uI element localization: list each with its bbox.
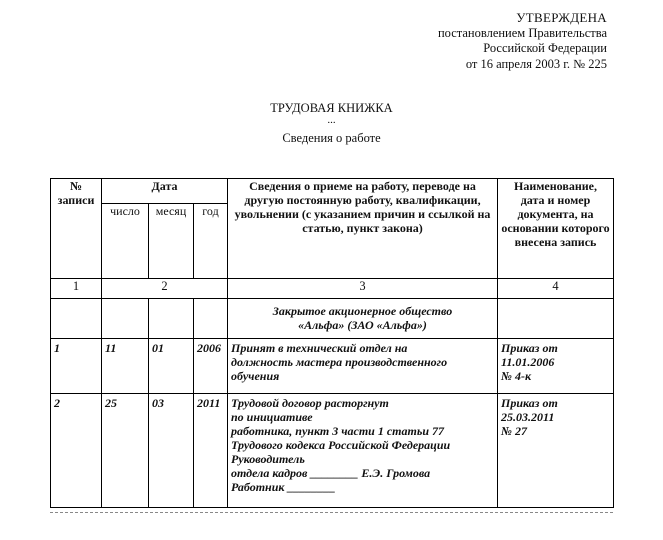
approval-line-1: постановлением Правительства — [437, 25, 607, 40]
header-year: год — [194, 204, 228, 279]
record-day: 11 — [102, 339, 149, 394]
organization-line: «Альфа» (ЗАО «Альфа») — [298, 318, 427, 332]
organization-name — [228, 299, 498, 339]
record-basis — [498, 394, 614, 508]
title-block — [0, 101, 663, 146]
work-records-table — [50, 178, 614, 508]
approval-heading: УТВЕРЖДЕНА — [516, 10, 607, 25]
column-number: 3 — [228, 279, 498, 299]
section-title: Сведения о работе — [282, 131, 381, 145]
header-basis-document: Наименование, дата и номер документа, на основании которого внесена запись — [498, 179, 614, 279]
record-info — [228, 394, 498, 508]
record-info-line: Принят в технический отдел на — [231, 341, 408, 355]
record-year: 2011 — [194, 394, 228, 508]
column-number: 2 — [102, 279, 228, 299]
record-info-line: Трудового кодекса Российской Федерации — [231, 438, 451, 452]
record-info-line: Трудовой договор расторгнут — [231, 396, 389, 410]
omission-ellipsis: ... — [327, 114, 336, 126]
bottom-dashed-divider — [50, 512, 613, 513]
header-record-no: № записи — [51, 179, 102, 279]
organization-line: Закрытое акционерное общество — [272, 304, 453, 318]
record-no: 2 — [51, 394, 102, 508]
column-number: 4 — [498, 279, 614, 299]
header-work-info: Сведения о приеме на работу, переводе на другую постоянную работу, квалификации, увольнении (с указанием причин и ссылкой на статью, пункт закона) — [228, 179, 498, 279]
record-basis-line: 25.03.2011 — [501, 410, 555, 424]
record-info-line: должность мастера производственного — [231, 355, 448, 369]
header-month: месяц — [149, 204, 194, 279]
record-year: 2006 — [194, 339, 228, 394]
record-info-line: обучения — [231, 369, 280, 383]
record-basis — [498, 339, 614, 394]
record-info-line: Руководитель — [231, 452, 305, 466]
record-basis-line: Приказ от — [501, 396, 558, 410]
record-basis-line: Приказ от — [501, 341, 558, 355]
record-info — [228, 339, 498, 394]
record-basis-line: № 27 — [501, 424, 527, 438]
table-row — [51, 339, 614, 394]
header-day: число — [102, 204, 149, 279]
approval-line-3: от 16 апреля 2003 г. № 225 — [465, 56, 607, 71]
record-basis-line: № 4-к — [501, 369, 532, 383]
document-title: ТРУДОВАЯ КНИЖКА — [270, 101, 393, 115]
approval-stamp — [438, 10, 607, 72]
approval-line-2: Российской Федерации — [483, 41, 607, 55]
record-info-line: по инициативе — [231, 410, 313, 424]
record-month: 03 — [149, 394, 194, 508]
record-basis-line: 11.01.2006 — [501, 355, 555, 369]
record-info-line: работника, пункт 3 части 1 статьи 77 — [231, 424, 444, 438]
record-info-line: отдела кадров ________ Е.Э. Громова — [231, 466, 431, 480]
record-no: 1 — [51, 339, 102, 394]
record-info-line: Работник ________ — [231, 480, 336, 494]
header-date: Дата — [102, 179, 228, 204]
column-number: 1 — [51, 279, 102, 299]
record-month: 01 — [149, 339, 194, 394]
table-row — [51, 394, 614, 508]
record-day: 25 — [102, 394, 149, 508]
